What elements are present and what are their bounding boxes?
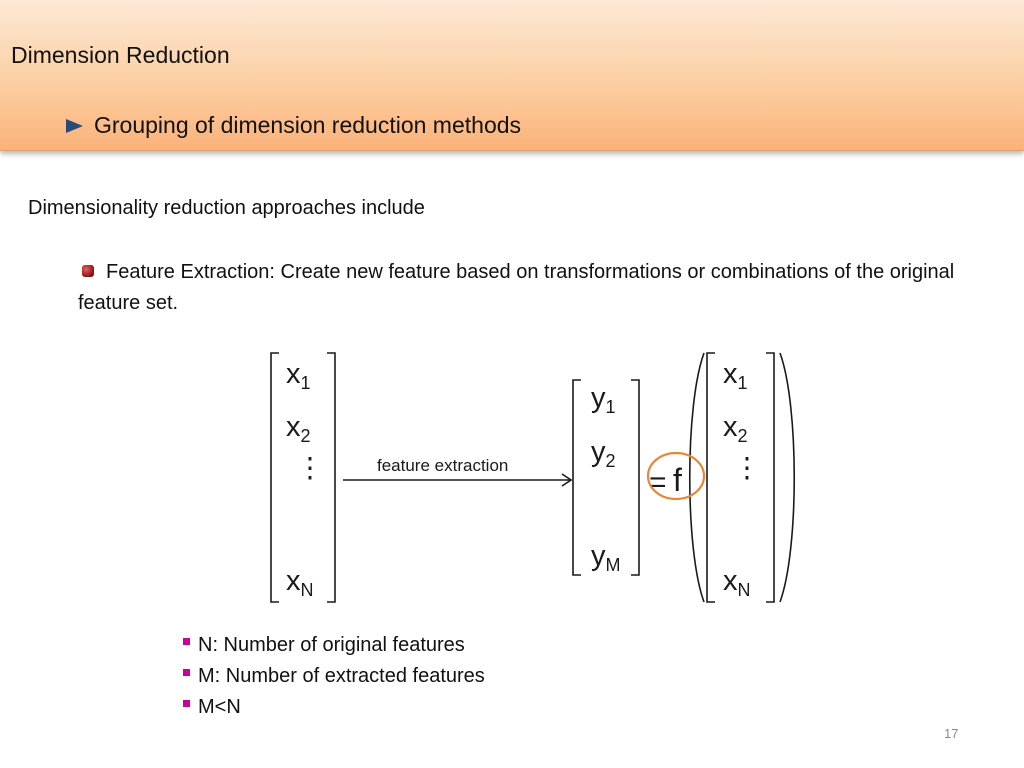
input-right-bracket xyxy=(327,353,335,602)
output-left-bracket xyxy=(573,380,581,575)
legend-text: N: Number of original features xyxy=(198,634,465,656)
legend-item xyxy=(183,630,485,661)
bullet-paragraph xyxy=(78,257,998,319)
subtitle-row xyxy=(64,112,521,139)
pink-square-bullet-icon xyxy=(183,669,190,676)
red-bullet-icon xyxy=(82,265,94,277)
legend-item xyxy=(183,661,485,692)
input-x1: $x_1$ xyxy=(286,358,311,393)
feature-extraction-diagram xyxy=(260,345,800,610)
legend-list xyxy=(183,630,485,723)
legend-text: M: Number of extracted features xyxy=(198,665,485,687)
inner-vdots: ⋮ xyxy=(733,452,761,483)
legend-text: M<N xyxy=(198,696,241,718)
arrow-label: feature extraction xyxy=(377,456,509,475)
inner-right-bracket xyxy=(766,353,774,602)
pink-square-bullet-icon xyxy=(183,700,190,707)
triangle-arrow-icon xyxy=(64,116,86,136)
input-x2: $x_2$ xyxy=(286,411,311,446)
intro-text: Dimensionality reduction approaches include xyxy=(28,197,425,219)
left-parenthesis xyxy=(690,353,704,602)
bullet-text: Feature Extraction: Create new feature based on transformations or combinations of the original feature set. xyxy=(78,261,955,314)
function-f: f xyxy=(673,462,682,498)
inner-x2: $x_2$ xyxy=(723,411,748,446)
equals-sign: = xyxy=(649,466,667,499)
pink-square-bullet-icon xyxy=(183,638,190,645)
input-xN: $x_N$ xyxy=(286,565,314,600)
input-vdots: ⋮ xyxy=(296,452,324,483)
right-parenthesis xyxy=(780,353,794,602)
legend-item xyxy=(183,692,485,723)
slide-title: Dimension Reduction xyxy=(11,42,230,68)
inner-left-bracket xyxy=(707,353,715,602)
slide-header xyxy=(0,0,1024,151)
inner-xN: $x_N$ xyxy=(723,565,751,600)
output-y2: $y_2$ xyxy=(591,436,616,471)
output-y1: $y_1$ xyxy=(591,382,616,417)
output-yM: $y_M$ xyxy=(591,540,621,575)
slide-subtitle: Grouping of dimension reduction methods xyxy=(94,112,522,138)
output-right-bracket xyxy=(631,380,639,575)
input-left-bracket xyxy=(271,353,279,602)
inner-x1: $x_1$ xyxy=(723,358,748,393)
page-number: 17 xyxy=(944,726,959,741)
